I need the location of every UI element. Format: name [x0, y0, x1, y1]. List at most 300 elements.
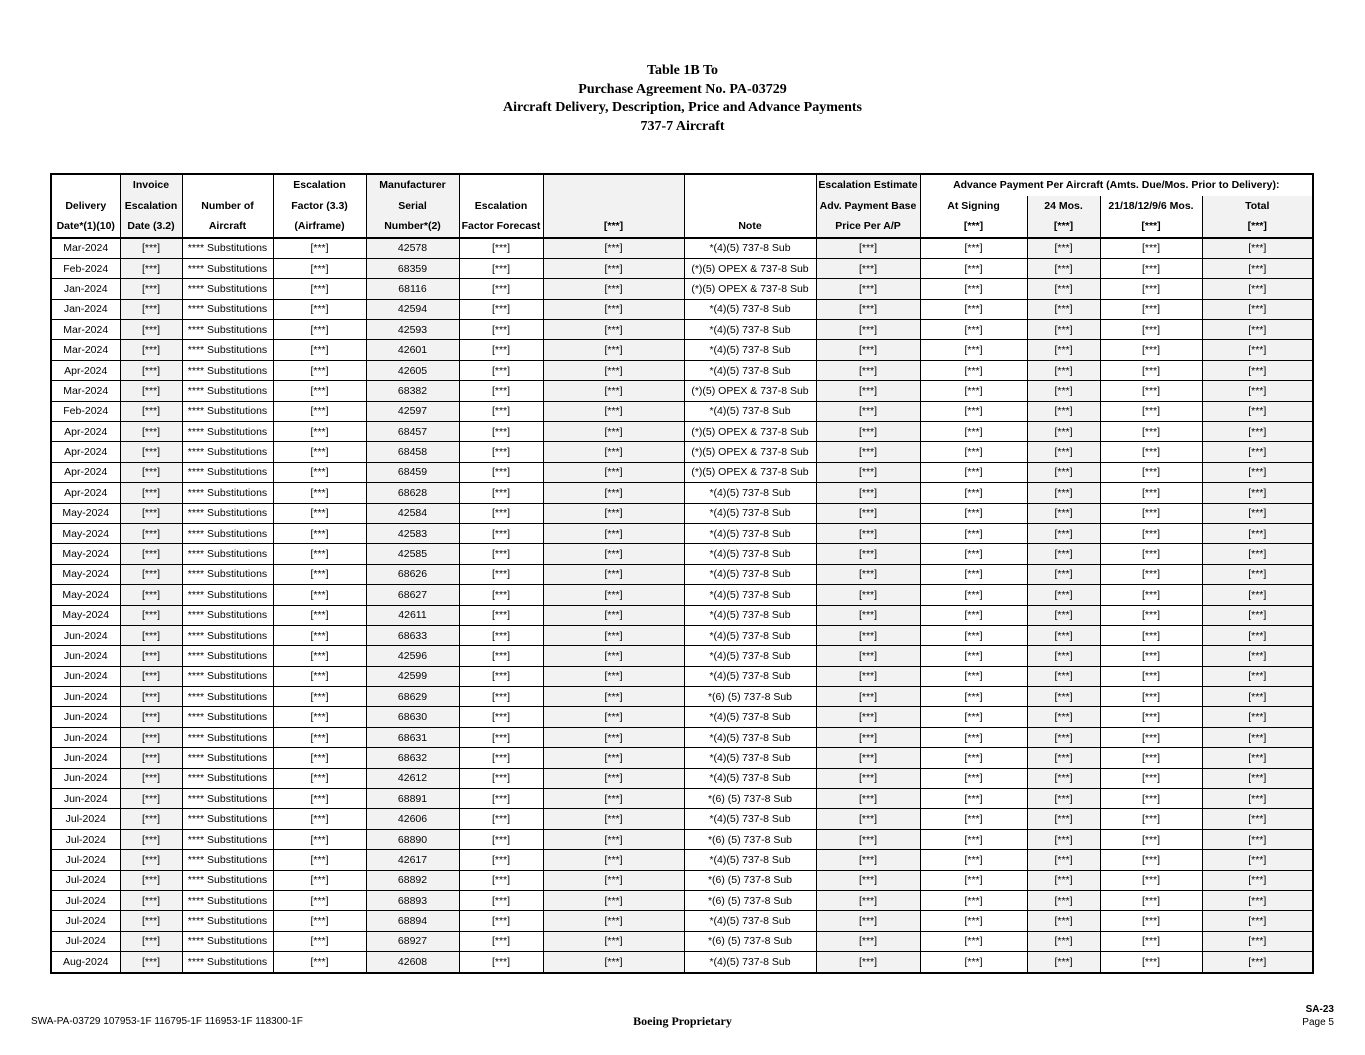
cell-serial-number: 42617: [366, 850, 459, 870]
cell-invoice-date: [***]: [120, 829, 182, 849]
cell-total: [***]: [1202, 340, 1313, 360]
cell-serial-number: 42601: [366, 340, 459, 360]
cell-21-mos: [***]: [1100, 340, 1202, 360]
delivery-table-container: [50, 173, 1312, 974]
cell-delivery-date: Mar-2024: [51, 320, 120, 340]
cell-24-mos: [***]: [1027, 422, 1100, 442]
cell-total: [***]: [1202, 238, 1313, 259]
cell-delivery-date: May-2024: [51, 605, 120, 625]
header-redacted-3: [***]: [543, 216, 684, 238]
cell-24-mos: [***]: [1027, 605, 1100, 625]
cell-escalation-factor: [***]: [273, 850, 366, 870]
cell-24-mos: [***]: [1027, 666, 1100, 686]
cell-note: *(4)(5) 737-8 Sub: [684, 625, 816, 645]
cell-redacted-value: [***]: [543, 891, 684, 911]
cell-escalation-estimate: [***]: [816, 585, 920, 605]
cell-24-mos: [***]: [1027, 462, 1100, 482]
document-title: [0, 62, 1365, 136]
cell-at-signing: [***]: [920, 299, 1027, 319]
cell-delivery-date: Apr-2024: [51, 422, 120, 442]
cell-escalation-estimate: [***]: [816, 442, 920, 462]
cell-invoice-date: [***]: [120, 625, 182, 645]
cell-escalation-forecast: [***]: [459, 462, 543, 482]
cell-at-signing: [***]: [920, 279, 1027, 299]
cell-note: *(4)(5) 737-8 Sub: [684, 523, 816, 543]
cell-total: [***]: [1202, 442, 1313, 462]
cell-delivery-date: Apr-2024: [51, 462, 120, 482]
header-24mos-2: [***]: [1027, 216, 1100, 238]
cell-21-mos: [***]: [1100, 727, 1202, 747]
header-escfactor-3: (Airframe): [273, 216, 366, 238]
cell-redacted-value: [***]: [543, 401, 684, 421]
title-line-4: 737-7 Aircraft: [640, 118, 725, 134]
cell-aircraft-count: **** Substitutions: [182, 279, 273, 299]
cell-escalation-factor: [***]: [273, 523, 366, 543]
cell-at-signing: [***]: [920, 544, 1027, 564]
cell-redacted-value: [***]: [543, 544, 684, 564]
cell-24-mos: [***]: [1027, 931, 1100, 951]
cell-delivery-date: Jan-2024: [51, 299, 120, 319]
cell-21-mos: [***]: [1100, 666, 1202, 686]
cell-escalation-estimate: [***]: [816, 891, 920, 911]
cell-note: *(6) (5) 737-8 Sub: [684, 789, 816, 809]
cell-escalation-factor: [***]: [273, 585, 366, 605]
title-line-2: Purchase Agreement No. PA-03729: [578, 81, 787, 97]
cell-invoice-date: [***]: [120, 401, 182, 421]
table-row: [51, 748, 1313, 768]
cell-escalation-estimate: [***]: [816, 850, 920, 870]
cell-24-mos: [***]: [1027, 442, 1100, 462]
cell-total: [***]: [1202, 360, 1313, 380]
cell-24-mos: [***]: [1027, 870, 1100, 890]
cell-escalation-factor: [***]: [273, 911, 366, 931]
cell-escalation-factor: [***]: [273, 442, 366, 462]
cell-escalation-forecast: [***]: [459, 279, 543, 299]
table-row: [51, 768, 1313, 788]
cell-escalation-forecast: [***]: [459, 564, 543, 584]
header-at-signing-1: At Signing: [920, 196, 1027, 217]
cell-escalation-forecast: [***]: [459, 605, 543, 625]
cell-escalation-forecast: [***]: [459, 483, 543, 503]
cell-note: *(4)(5) 737-8 Sub: [684, 666, 816, 686]
cell-aircraft-count: **** Substitutions: [182, 727, 273, 747]
cell-escalation-factor: [***]: [273, 462, 366, 482]
cell-escalation-estimate: [***]: [816, 870, 920, 890]
cell-note: *(4)(5) 737-8 Sub: [684, 768, 816, 788]
cell-redacted-value: [***]: [543, 748, 684, 768]
cell-aircraft-count: **** Substitutions: [182, 646, 273, 666]
cell-escalation-factor: [***]: [273, 768, 366, 788]
header-escforecast-2: Escalation: [459, 196, 543, 217]
cell-24-mos: [***]: [1027, 850, 1100, 870]
table-row: [51, 707, 1313, 727]
cell-invoice-date: [***]: [120, 238, 182, 259]
header-note-1: [684, 174, 816, 196]
cell-redacted-value: [***]: [543, 462, 684, 482]
cell-serial-number: 42605: [366, 360, 459, 380]
table-row: [51, 870, 1313, 890]
cell-21-mos: [***]: [1100, 931, 1202, 951]
cell-aircraft-count: **** Substitutions: [182, 911, 273, 931]
cell-24-mos: [***]: [1027, 809, 1100, 829]
cell-invoice-date: [***]: [120, 768, 182, 788]
cell-24-mos: [***]: [1027, 299, 1100, 319]
cell-total: [***]: [1202, 768, 1313, 788]
table-row: [51, 931, 1313, 951]
cell-at-signing: [***]: [920, 605, 1027, 625]
cell-escalation-forecast: [***]: [459, 952, 543, 973]
cell-serial-number: 68890: [366, 829, 459, 849]
table-row: [51, 666, 1313, 686]
cell-escalation-forecast: [***]: [459, 523, 543, 543]
cell-21-mos: [***]: [1100, 422, 1202, 442]
cell-aircraft-count: **** Substitutions: [182, 483, 273, 503]
cell-invoice-date: [***]: [120, 462, 182, 482]
cell-escalation-forecast: [***]: [459, 585, 543, 605]
table-header: [51, 174, 1313, 238]
cell-24-mos: [***]: [1027, 727, 1100, 747]
cell-delivery-date: Jun-2024: [51, 789, 120, 809]
cell-serial-number: 68632: [366, 748, 459, 768]
cell-escalation-factor: [***]: [273, 503, 366, 523]
cell-serial-number: 68626: [366, 564, 459, 584]
cell-note: *(6) (5) 737-8 Sub: [684, 687, 816, 707]
cell-24-mos: [***]: [1027, 523, 1100, 543]
cell-24-mos: [***]: [1027, 503, 1100, 523]
cell-total: [***]: [1202, 952, 1313, 973]
cell-redacted-value: [***]: [543, 646, 684, 666]
cell-serial-number: 68630: [366, 707, 459, 727]
cell-serial-number: 42583: [366, 523, 459, 543]
cell-21-mos: [***]: [1100, 646, 1202, 666]
cell-delivery-date: Jun-2024: [51, 707, 120, 727]
cell-at-signing: [***]: [920, 931, 1027, 951]
cell-escalation-factor: [***]: [273, 707, 366, 727]
cell-delivery-date: May-2024: [51, 564, 120, 584]
cell-aircraft-count: **** Substitutions: [182, 544, 273, 564]
cell-escalation-factor: [***]: [273, 666, 366, 686]
cell-21-mos: [***]: [1100, 320, 1202, 340]
cell-24-mos: [***]: [1027, 625, 1100, 645]
table-row: [51, 258, 1313, 278]
cell-aircraft-count: **** Substitutions: [182, 523, 273, 543]
table-row: [51, 605, 1313, 625]
cell-serial-number: 68627: [366, 585, 459, 605]
cell-at-signing: [***]: [920, 340, 1027, 360]
cell-aircraft-count: **** Substitutions: [182, 605, 273, 625]
cell-escalation-factor: [***]: [273, 789, 366, 809]
cell-total: [***]: [1202, 789, 1313, 809]
cell-escalation-forecast: [***]: [459, 666, 543, 686]
cell-delivery-date: May-2024: [51, 585, 120, 605]
cell-21-mos: [***]: [1100, 483, 1202, 503]
header-invoice-2: Escalation: [120, 196, 182, 217]
cell-escalation-forecast: [***]: [459, 646, 543, 666]
cell-redacted-value: [***]: [543, 605, 684, 625]
cell-total: [***]: [1202, 707, 1313, 727]
cell-serial-number: 42599: [366, 666, 459, 686]
cell-delivery-date: Feb-2024: [51, 401, 120, 421]
cell-delivery-date: Jul-2024: [51, 809, 120, 829]
cell-note: *(4)(5) 737-8 Sub: [684, 850, 816, 870]
table-row: [51, 422, 1313, 442]
cell-serial-number: 42584: [366, 503, 459, 523]
cell-escalation-estimate: [***]: [816, 605, 920, 625]
cell-delivery-date: Jul-2024: [51, 850, 120, 870]
table-row: [51, 279, 1313, 299]
cell-aircraft-count: **** Substitutions: [182, 299, 273, 319]
cell-serial-number: 42612: [366, 768, 459, 788]
cell-escalation-factor: [***]: [273, 299, 366, 319]
cell-21-mos: [***]: [1100, 381, 1202, 401]
cell-escalation-factor: [***]: [273, 748, 366, 768]
cell-invoice-date: [***]: [120, 523, 182, 543]
cell-delivery-date: Jun-2024: [51, 768, 120, 788]
cell-escalation-forecast: [***]: [459, 258, 543, 278]
cell-escalation-estimate: [***]: [816, 952, 920, 973]
cell-redacted-value: [***]: [543, 911, 684, 931]
cell-serial-number: 68629: [366, 687, 459, 707]
cell-invoice-date: [***]: [120, 340, 182, 360]
cell-redacted-value: [***]: [543, 523, 684, 543]
cell-aircraft-count: **** Substitutions: [182, 585, 273, 605]
cell-escalation-forecast: [***]: [459, 422, 543, 442]
cell-at-signing: [***]: [920, 462, 1027, 482]
cell-redacted-value: [***]: [543, 340, 684, 360]
cell-at-signing: [***]: [920, 727, 1027, 747]
cell-delivery-date: Jul-2024: [51, 891, 120, 911]
cell-total: [***]: [1202, 544, 1313, 564]
cell-21-mos: [***]: [1100, 360, 1202, 380]
cell-aircraft-count: **** Substitutions: [182, 422, 273, 442]
cell-24-mos: [***]: [1027, 320, 1100, 340]
cell-21-mos: [***]: [1100, 258, 1202, 278]
cell-redacted-value: [***]: [543, 625, 684, 645]
cell-escalation-factor: [***]: [273, 320, 366, 340]
cell-serial-number: 42594: [366, 299, 459, 319]
cell-escalation-estimate: [***]: [816, 523, 920, 543]
cell-note: (*)(5) OPEX & 737-8 Sub: [684, 279, 816, 299]
cell-at-signing: [***]: [920, 320, 1027, 340]
cell-aircraft-count: **** Substitutions: [182, 442, 273, 462]
cell-24-mos: [***]: [1027, 911, 1100, 931]
cell-total: [***]: [1202, 483, 1313, 503]
cell-note: *(6) (5) 737-8 Sub: [684, 829, 816, 849]
cell-at-signing: [***]: [920, 585, 1027, 605]
cell-serial-number: 42585: [366, 544, 459, 564]
cell-24-mos: [***]: [1027, 891, 1100, 911]
cell-21-mos: [***]: [1100, 544, 1202, 564]
cell-24-mos: [***]: [1027, 258, 1100, 278]
cell-21-mos: [***]: [1100, 442, 1202, 462]
cell-21-mos: [***]: [1100, 891, 1202, 911]
cell-note: *(4)(5) 737-8 Sub: [684, 544, 816, 564]
cell-24-mos: [***]: [1027, 238, 1100, 259]
cell-serial-number: 42596: [366, 646, 459, 666]
cell-delivery-date: Jun-2024: [51, 646, 120, 666]
cell-delivery-date: May-2024: [51, 544, 120, 564]
cell-serial-number: 68631: [366, 727, 459, 747]
table-row: [51, 687, 1313, 707]
cell-note: (*)(5) OPEX & 737-8 Sub: [684, 462, 816, 482]
cell-total: [***]: [1202, 381, 1313, 401]
header-redacted-2: [543, 196, 684, 217]
cell-escalation-factor: [***]: [273, 625, 366, 645]
cell-total: [***]: [1202, 891, 1313, 911]
cell-21-mos: [***]: [1100, 401, 1202, 421]
cell-escalation-forecast: [***]: [459, 687, 543, 707]
cell-serial-number: 68628: [366, 483, 459, 503]
cell-note: *(4)(5) 737-8 Sub: [684, 483, 816, 503]
header-escfactor-2: Factor (3.3): [273, 196, 366, 217]
cell-note: *(4)(5) 737-8 Sub: [684, 952, 816, 973]
cell-24-mos: [***]: [1027, 768, 1100, 788]
cell-serial-number: 42597: [366, 401, 459, 421]
cell-total: [***]: [1202, 870, 1313, 890]
cell-escalation-forecast: [***]: [459, 238, 543, 259]
cell-at-signing: [***]: [920, 646, 1027, 666]
cell-invoice-date: [***]: [120, 422, 182, 442]
cell-total: [***]: [1202, 401, 1313, 421]
title-line-3: Aircraft Delivery, Description, Price and Advance Payments: [502, 100, 862, 115]
cell-at-signing: [***]: [920, 564, 1027, 584]
cell-escalation-factor: [***]: [273, 646, 366, 666]
cell-escalation-estimate: [***]: [816, 401, 920, 421]
cell-24-mos: [***]: [1027, 544, 1100, 564]
table-row: [51, 442, 1313, 462]
cell-escalation-forecast: [***]: [459, 748, 543, 768]
cell-24-mos: [***]: [1027, 360, 1100, 380]
cell-escalation-factor: [***]: [273, 422, 366, 442]
cell-redacted-value: [***]: [543, 564, 684, 584]
cell-escalation-forecast: [***]: [459, 320, 543, 340]
cell-invoice-date: [***]: [120, 748, 182, 768]
table-row: [51, 952, 1313, 973]
header-escfactor-1: Escalation: [273, 174, 366, 196]
cell-invoice-date: [***]: [120, 666, 182, 686]
cell-total: [***]: [1202, 931, 1313, 951]
cell-24-mos: [***]: [1027, 789, 1100, 809]
cell-redacted-value: [***]: [543, 768, 684, 788]
header-note-3: Note: [684, 216, 816, 238]
cell-aircraft-count: **** Substitutions: [182, 625, 273, 645]
cell-redacted-value: [***]: [543, 320, 684, 340]
cell-escalation-factor: [***]: [273, 605, 366, 625]
cell-note: (*)(5) OPEX & 737-8 Sub: [684, 442, 816, 462]
cell-escalation-forecast: [***]: [459, 809, 543, 829]
cell-note: (*)(5) OPEX & 737-8 Sub: [684, 381, 816, 401]
header-delivery-3: Date*(1)(10): [51, 216, 120, 238]
cell-invoice-date: [***]: [120, 911, 182, 931]
cell-aircraft-count: **** Substitutions: [182, 666, 273, 686]
cell-at-signing: [***]: [920, 789, 1027, 809]
cell-at-signing: [***]: [920, 891, 1027, 911]
cell-serial-number: 42593: [366, 320, 459, 340]
footer-proprietary: Boeing Proprietary: [633, 1014, 732, 1028]
cell-at-signing: [***]: [920, 483, 1027, 503]
table-body: [51, 238, 1313, 973]
header-total-2: [***]: [1202, 216, 1313, 238]
cell-total: [***]: [1202, 829, 1313, 849]
cell-serial-number: 42608: [366, 952, 459, 973]
cell-aircraft-count: **** Substitutions: [182, 340, 273, 360]
cell-redacted-value: [***]: [543, 952, 684, 973]
cell-escalation-estimate: [***]: [816, 809, 920, 829]
cell-at-signing: [***]: [920, 707, 1027, 727]
cell-aircraft-count: **** Substitutions: [182, 952, 273, 973]
cell-total: [***]: [1202, 523, 1313, 543]
cell-total: [***]: [1202, 809, 1313, 829]
table-row: [51, 381, 1313, 401]
header-number-1: [182, 174, 273, 196]
cell-redacted-value: [***]: [543, 258, 684, 278]
cell-invoice-date: [***]: [120, 789, 182, 809]
cell-escalation-estimate: [***]: [816, 707, 920, 727]
header-at-signing-2: [***]: [920, 216, 1027, 238]
cell-invoice-date: [***]: [120, 483, 182, 503]
cell-note: *(4)(5) 737-8 Sub: [684, 809, 816, 829]
cell-escalation-forecast: [***]: [459, 727, 543, 747]
cell-escalation-factor: [***]: [273, 809, 366, 829]
cell-total: [***]: [1202, 605, 1313, 625]
cell-serial-number: 68457: [366, 422, 459, 442]
cell-at-signing: [***]: [920, 687, 1027, 707]
table-row: [51, 809, 1313, 829]
header-24mos-1: 24 Mos.: [1027, 196, 1100, 217]
cell-aircraft-count: **** Substitutions: [182, 829, 273, 849]
cell-note: *(4)(5) 737-8 Sub: [684, 401, 816, 421]
cell-redacted-value: [***]: [543, 585, 684, 605]
cell-serial-number: 42611: [366, 605, 459, 625]
cell-redacted-value: [***]: [543, 687, 684, 707]
cell-escalation-estimate: [***]: [816, 789, 920, 809]
cell-redacted-value: [***]: [543, 666, 684, 686]
cell-21-mos: [***]: [1100, 911, 1202, 931]
cell-invoice-date: [***]: [120, 381, 182, 401]
cell-redacted-value: [***]: [543, 870, 684, 890]
cell-total: [***]: [1202, 666, 1313, 686]
cell-escalation-forecast: [***]: [459, 931, 543, 951]
cell-21-mos: [***]: [1100, 850, 1202, 870]
cell-21-mos: [***]: [1100, 564, 1202, 584]
cell-escalation-factor: [***]: [273, 483, 366, 503]
cell-note: *(4)(5) 737-8 Sub: [684, 299, 816, 319]
cell-redacted-value: [***]: [543, 442, 684, 462]
cell-24-mos: [***]: [1027, 646, 1100, 666]
header-msn-1: Manufacturer: [366, 174, 459, 196]
cell-escalation-estimate: [***]: [816, 381, 920, 401]
header-invoice-3: Date (3.2): [120, 216, 182, 238]
cell-21-mos: [***]: [1100, 238, 1202, 259]
cell-escalation-forecast: [***]: [459, 340, 543, 360]
header-invoice-1: Invoice: [120, 174, 182, 196]
cell-escalation-estimate: [***]: [816, 768, 920, 788]
cell-escalation-estimate: [***]: [816, 258, 920, 278]
cell-total: [***]: [1202, 727, 1313, 747]
cell-note: (*)(5) OPEX & 737-8 Sub: [684, 258, 816, 278]
cell-delivery-date: Feb-2024: [51, 258, 120, 278]
cell-serial-number: 42578: [366, 238, 459, 259]
cell-21-mos: [***]: [1100, 870, 1202, 890]
cell-escalation-forecast: [***]: [459, 891, 543, 911]
cell-delivery-date: Jan-2024: [51, 279, 120, 299]
cell-21-mos: [***]: [1100, 523, 1202, 543]
cell-escalation-factor: [***]: [273, 401, 366, 421]
cell-escalation-estimate: [***]: [816, 625, 920, 645]
table-row: [51, 911, 1313, 931]
cell-invoice-date: [***]: [120, 360, 182, 380]
cell-escalation-forecast: [***]: [459, 768, 543, 788]
